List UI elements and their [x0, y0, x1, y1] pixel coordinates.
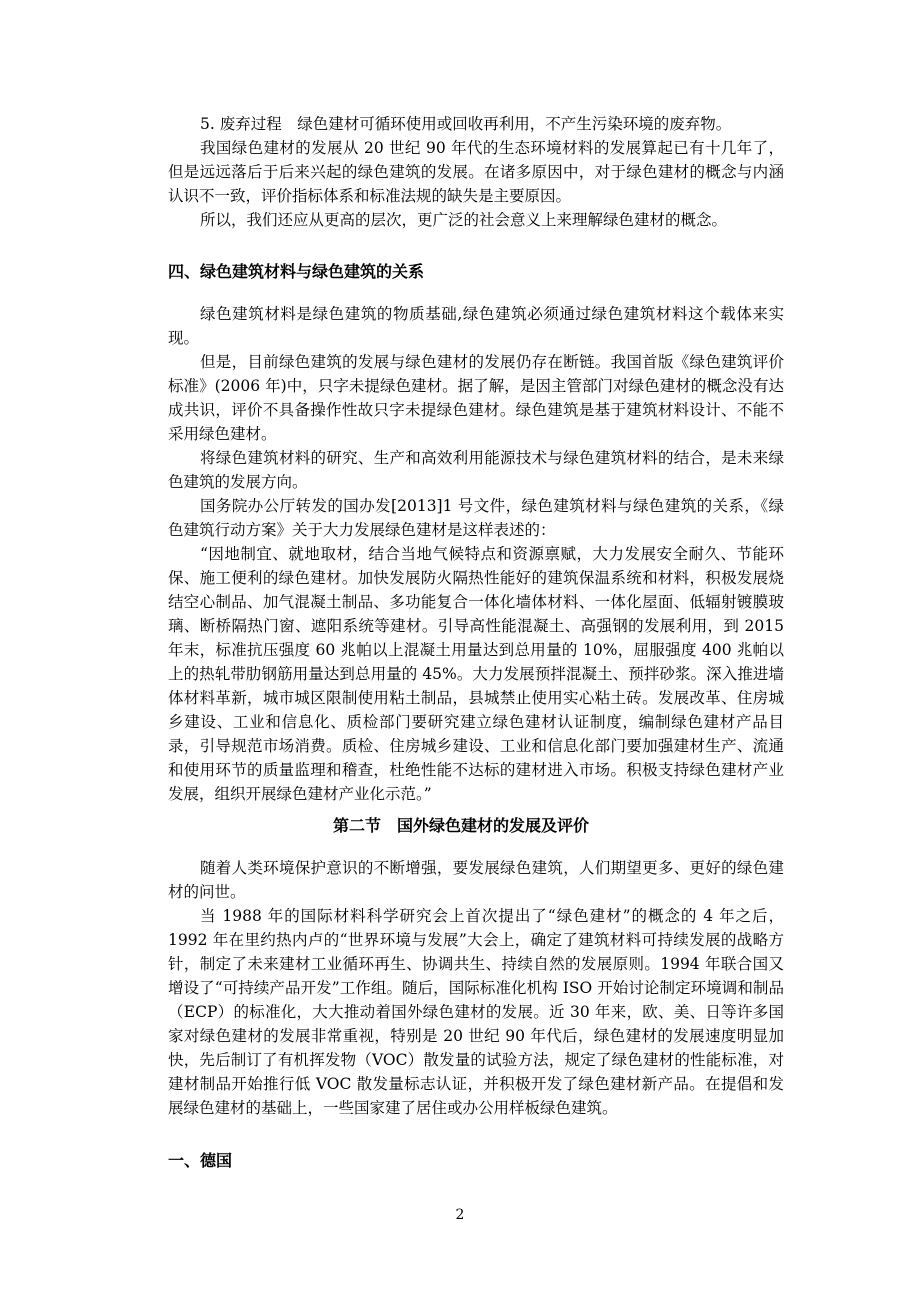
paragraph-china-green-materials: 我国绿色建材的发展从 20 世纪 90 年代的生态环境材料的发展算起已有十几年了，但是远远落后于后来兴起的绿色建筑的发展。在诸多原因中，对于绿色建材的概念与内涵认识不一致，评价指标体系和标准法规的缺失是主要原因。 [168, 139, 784, 205]
paragraph-disposal: 5. 废弃过程 绿色建材可循环使用或回收再利用，不产生污染环境的废弃物。 [200, 115, 732, 133]
heading-section-four-wrap [168, 259, 784, 282]
section-two-block [168, 856, 784, 1120]
paragraph-state-council: 国务院办公厅转发的国办发[2013]1 号文件，绿色建筑材料与绿色建筑的关系，《绿色建筑行动方案》关于大力发展绿色建材是这样表述的： [168, 497, 784, 539]
section-title: 第二节 国外绿色建材的发展及评价 [332, 816, 589, 835]
paragraph-material-basis: 绿色建筑材料是绿色建筑的物质基础,绿色建筑必须通过绿色建筑材料这个载体来实现。 [168, 305, 784, 347]
paragraph-quotation: “因地制宜、就地取材，结合当地气候特点和资源禀赋，大力发展安全耐久、节能环保、施工便利的绿色建材。加快发展防火隔热性能好的建筑保温系统和材料，积极发展烧结空心制品、加气混凝土制品、多功能复合一体化墙体材料、一体化屋面、低辐射镀膜玻璃、断桥隔热门窗、遮阳系统等建材。引导高性能混凝土、高强钢的发展利用，到 2015 年末，标准抗压强度 60 兆帕以上混凝土用量达到总用量的 10%，屈服强度 400 兆帕以上的热轧带肋钢筋用量达到总用量的 45%。大力发展预拌混凝土、预拌砂浆。深入推进墙体材料革新，城市城区限制使用粘土制品，县城禁止使用实心粘土砖。发展改革、住房城乡建设、工业和信息化、质检部门要研究建立绿色建材认证制度，编制绿色建材产品目录，引导规范市场消费。质检、住房城乡建设、工业和信息化部门要加强建材生产、流通和使用环节的质量监理和稽查，杜绝性能不达标的建材进入市场。积极支持绿色建材产业发展，组织开展绿色建材产业化示范。” [168, 545, 784, 803]
heading-section-four: 四、绿色建筑材料与绿色建筑的关系 [168, 262, 425, 281]
heading-germany: 一、德国 [168, 1151, 233, 1170]
intro-block [168, 112, 784, 232]
page-number: 2 [455, 1207, 465, 1223]
paragraph-broken-chain: 但是，目前绿色建筑的发展与绿色建材的发展仍存在断链。我国首版《绿色建筑评价标准》(2006 年)中，只字未提绿色建材。据了解，是因主管部门对绿色建材的概念没有达成共识，评价不具备操作性故只字未提绿色建材。绿色建筑是基于建筑材料设计、不能不采用绿色建材。 [168, 353, 784, 443]
paragraph-history: 当 1988 年的国际材料科学研究会上首次提出了“绿色建材”的概念的 4 年之后，1992 年在里约热内卢的“世界环境与发展”大会上，确定了建筑材料可持续发展的战略方针，制定了未来建材工业循环再生、协调共生、持续自然的发展原则。1994 年联合国又增设了“可持续产品开发”工作组。随后，国际标准化机构 ISO 开始讨论制定环境调和制品（ECP）的标准化，大大推动着国外绿色建材的发展。近 30 年来，欧、美、日等许多国家对绿色建材的发展非常重视，特别是 20 世纪 90 年代后，绿色建材的发展速度明显加快，先后制订了有机挥发物（VOC）散发量的试验方法，规定了绿色建材的性能标准，对建材制品开始推行低 VOC 散发量标志认证，并积极开发了绿色建材新产品。在提倡和发展绿色建材的基础上，一些国家建了居住或办公用样板绿色建筑。 [168, 907, 784, 1117]
paragraph-understanding: 所以，我们还应从更高的层次，更广泛的社会意义上来理解绿色建材的概念。 [200, 211, 728, 229]
paragraph-future-direction: 将绿色建筑材料的研究、生产和高效利用能源技术与绿色建筑材料的结合，是未来绿色建筑的发展方向。 [168, 449, 784, 491]
paragraph-environment-awareness: 随着人类环境保护意识的不断增强，要发展绿色建筑，人们期望更多、更好的绿色建材的问世。 [168, 859, 784, 901]
relation-block [168, 302, 784, 806]
heading-germany-wrap [168, 1148, 784, 1171]
